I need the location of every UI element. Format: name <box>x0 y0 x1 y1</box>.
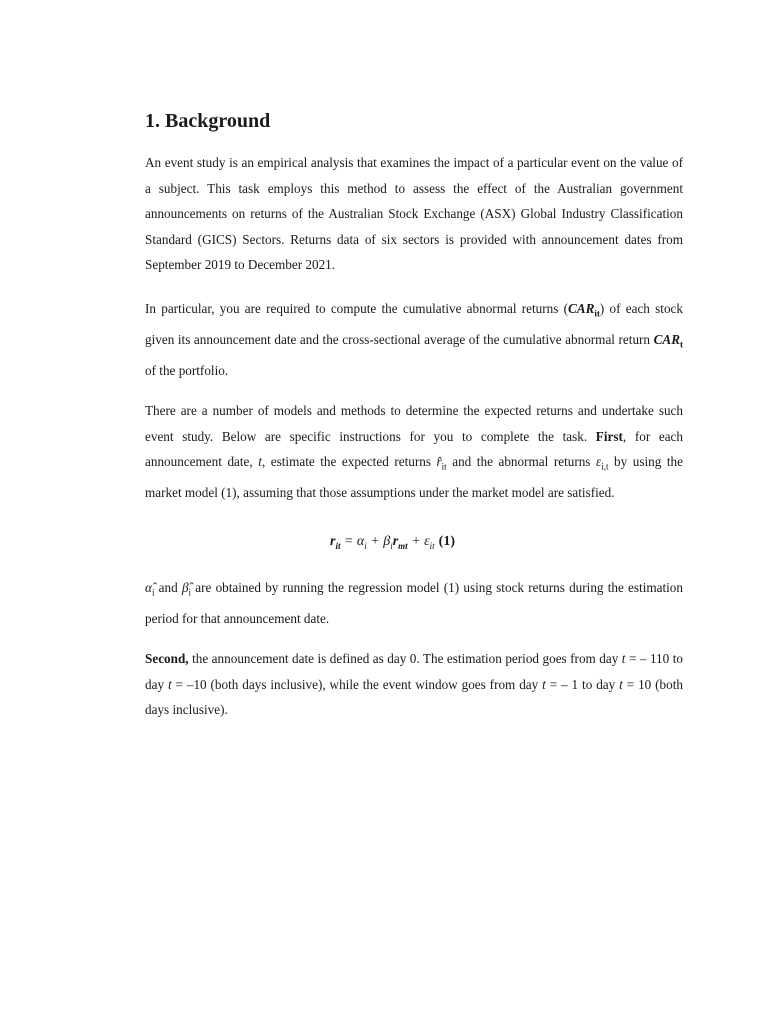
p2-text-2: ) of each stock given its announcement date and the cross-sectional average of the cumulative abnormal return <box>145 301 683 348</box>
p5-text-5: = 10 (both days inclusive). <box>145 676 683 717</box>
p2-text-3: of the portfolio. <box>145 363 229 379</box>
p3-text-2: , for each announcement date, <box>145 428 684 469</box>
p5-text-2: = – 110 to day <box>145 651 683 692</box>
t4-symbol: t <box>619 676 623 692</box>
eq-rm-sub: mt <box>398 540 408 551</box>
second-label: Second, <box>145 651 189 666</box>
p2-text-1: In particular, you are required to compute the cumulative abnormal returns ( <box>145 301 568 316</box>
paragraph-car <box>145 296 683 384</box>
p5-text-1: the announcement date is defined as day 0. The estimation period goes from day <box>188 651 622 666</box>
eq-beta: + β <box>366 534 391 549</box>
r-hat-subscript: it <box>441 461 447 472</box>
epsilon-symbol: ε <box>596 454 602 469</box>
eq-lhs-sub: it <box>335 540 341 551</box>
first-label: First <box>595 428 623 444</box>
r-hat-symbol: r̂ <box>436 454 442 469</box>
section-heading: 1. Background <box>145 110 271 132</box>
paragraph-regression <box>145 575 683 632</box>
car-t-subscript: t <box>680 339 683 350</box>
beta-hat-symbol: β̂ <box>181 580 189 595</box>
epsilon-subscript: i,t <box>601 461 609 472</box>
t3-symbol: t <box>542 676 546 692</box>
eq-lhs: r <box>330 534 336 549</box>
p4-and: and <box>154 580 182 595</box>
beta-hat-subscript: i <box>188 587 192 598</box>
eq-alpha: = α <box>340 534 365 549</box>
alpha-hat-subscript: i <box>151 587 155 598</box>
t1-symbol: t <box>621 651 626 666</box>
p3-text-1: There are a number of models and methods to determine the expected returns and undertake such event study. Below are specific instructions for you to complete the task. <box>145 403 683 444</box>
p3-text-3: , estimate the expected returns <box>261 454 437 469</box>
p4-text: are obtained by running the regression model (1) using stock returns during the estimation period for that announcement date. <box>145 580 683 627</box>
car-it-symbol: CAR <box>567 301 595 316</box>
paragraph-estimation-window <box>145 646 683 723</box>
eq-alpha-sub: i <box>364 540 367 551</box>
p5-text-3: = –10 (both days inclusive), while the event window goes from day <box>171 676 543 692</box>
car-t-symbol: CAR <box>653 332 680 348</box>
market-model-equation <box>330 534 455 551</box>
t2-symbol: t <box>167 676 172 692</box>
eq-eps: + ε <box>407 534 430 549</box>
equation-number: (1) <box>438 534 455 549</box>
car-it-subscript: it <box>594 308 600 319</box>
p3-text-5: by using the market model (1), assuming that those assumptions under the market model are satisfied. <box>145 454 683 501</box>
eq-beta-sub: i <box>390 540 393 551</box>
paragraph-intro: An event study is an empirical analysis that examines the impact of a particular event on the value of a subject. This task employs this method to assess the effect of the Australian government announcements on returns of the Australian Stock Exchange (ASX) Global Industry Classification Standard (GICS) Sectors. Returns data of six sectors is provided with announcement dates from September 2019 to December 2021. <box>145 155 683 272</box>
p5-text-4: = – 1 to day <box>545 676 620 692</box>
t-symbol: t <box>258 454 262 469</box>
p3-text-4: and the abnormal returns <box>446 454 596 469</box>
alpha-hat-symbol: α̂ <box>145 580 152 595</box>
paragraph-instructions <box>145 398 683 506</box>
eq-rm: r <box>392 534 399 549</box>
eq-eps-sub: it <box>429 540 435 551</box>
